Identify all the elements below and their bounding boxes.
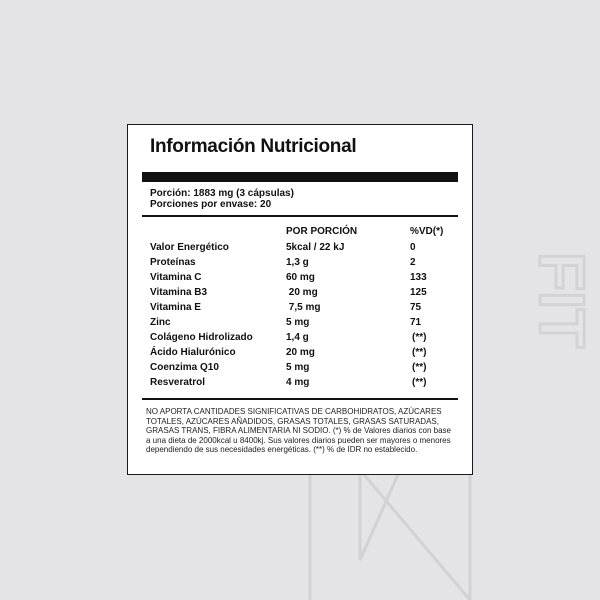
footnote-divider bbox=[142, 398, 458, 400]
nutrient-name: Valor Energético bbox=[150, 242, 229, 253]
nutrient-amount: 20 mg bbox=[286, 347, 315, 358]
nutrient-daily-value: 0 bbox=[410, 242, 416, 253]
nutrition-facts-label bbox=[127, 124, 473, 475]
nutrient-amount: 5 mg bbox=[286, 362, 310, 373]
nutrient-amount: 1,4 g bbox=[286, 332, 309, 343]
nutrient-daily-value: (**) bbox=[412, 347, 427, 358]
nutrient-row bbox=[150, 317, 450, 332]
nutrient-amount: 60 mg bbox=[286, 272, 315, 283]
nutrient-daily-value: (**) bbox=[412, 362, 427, 373]
nutrient-table bbox=[150, 242, 450, 392]
serving-size: Porción: 1883 mg (3 cápsulas) bbox=[150, 188, 294, 199]
nutrient-row bbox=[150, 377, 450, 392]
nutrient-amount: 5 mg bbox=[286, 317, 310, 328]
serving-info bbox=[150, 188, 294, 210]
nutrient-daily-value: 71 bbox=[410, 317, 422, 328]
nutrient-row bbox=[150, 242, 450, 257]
nutrient-name: Vitamina B3 bbox=[150, 287, 208, 298]
nutrient-row bbox=[150, 362, 450, 377]
nutrient-amount: 1,3 g bbox=[286, 257, 309, 268]
nutrient-row bbox=[150, 332, 450, 347]
nutrient-daily-value: 75 bbox=[410, 302, 422, 313]
nutrient-amount: 7,5 mg bbox=[286, 302, 321, 313]
nutrient-name: Vitamina E bbox=[150, 302, 201, 313]
nutrient-daily-value: (**) bbox=[412, 377, 427, 388]
nutrient-row bbox=[150, 272, 450, 287]
nutrient-name: Coenzima Q10 bbox=[150, 362, 219, 373]
servings-per-container: Porciones por envase: 20 bbox=[150, 199, 272, 210]
nutrient-row bbox=[150, 257, 450, 272]
svg-text:FIT: FIT bbox=[526, 252, 598, 348]
nutrient-name: Proteínas bbox=[150, 257, 196, 268]
nutrient-row bbox=[150, 302, 450, 317]
label-title: Información Nutricional bbox=[150, 136, 357, 157]
nutrient-daily-value: 2 bbox=[410, 257, 416, 268]
title-divider bbox=[142, 172, 458, 182]
nutrient-amount: 4 mg bbox=[286, 377, 310, 388]
nutrient-row bbox=[150, 347, 450, 362]
nutrient-daily-value: (**) bbox=[412, 332, 427, 343]
nutrient-daily-value: 125 bbox=[410, 287, 427, 298]
nutrient-amount: 20 mg bbox=[286, 287, 318, 298]
nutrient-name: Ácido Hialurónico bbox=[150, 347, 236, 358]
nutrient-row bbox=[150, 287, 450, 302]
header-daily-value: %VD(*) bbox=[410, 226, 444, 237]
nutrient-amount: 5kcal / 22 kJ bbox=[286, 242, 345, 253]
nutrient-name: Zinc bbox=[150, 317, 171, 328]
header-per-serving: POR PORCIÓN bbox=[286, 226, 358, 237]
nutrient-name: Colágeno Hidrolizado bbox=[150, 332, 253, 343]
nutrient-name: Resveratrol bbox=[150, 377, 206, 388]
nutrient-name: Vitamina C bbox=[150, 272, 202, 283]
nutrient-daily-value: 133 bbox=[410, 272, 427, 283]
footnote: NO APORTA CANTIDADES SIGNIFICATIVAS DE CARBOHIDRATOS, AZÚCARES TOTALES, AZÚCARES AÑADIDOS, GRASAS TOTALES, GRASAS SATURADAS, GRASAS TRANS, FIBRA ALIMENTARIA NI SODIO. (*) % de Valores diarios con base a una dieta de 2000kcal u 8400kj. Sus valores diarios pueden ser mayores o menores dependiendo de sus necesidades energéticas. (**) % de IDR no establecido. bbox=[146, 407, 451, 454]
serving-divider bbox=[142, 215, 458, 217]
